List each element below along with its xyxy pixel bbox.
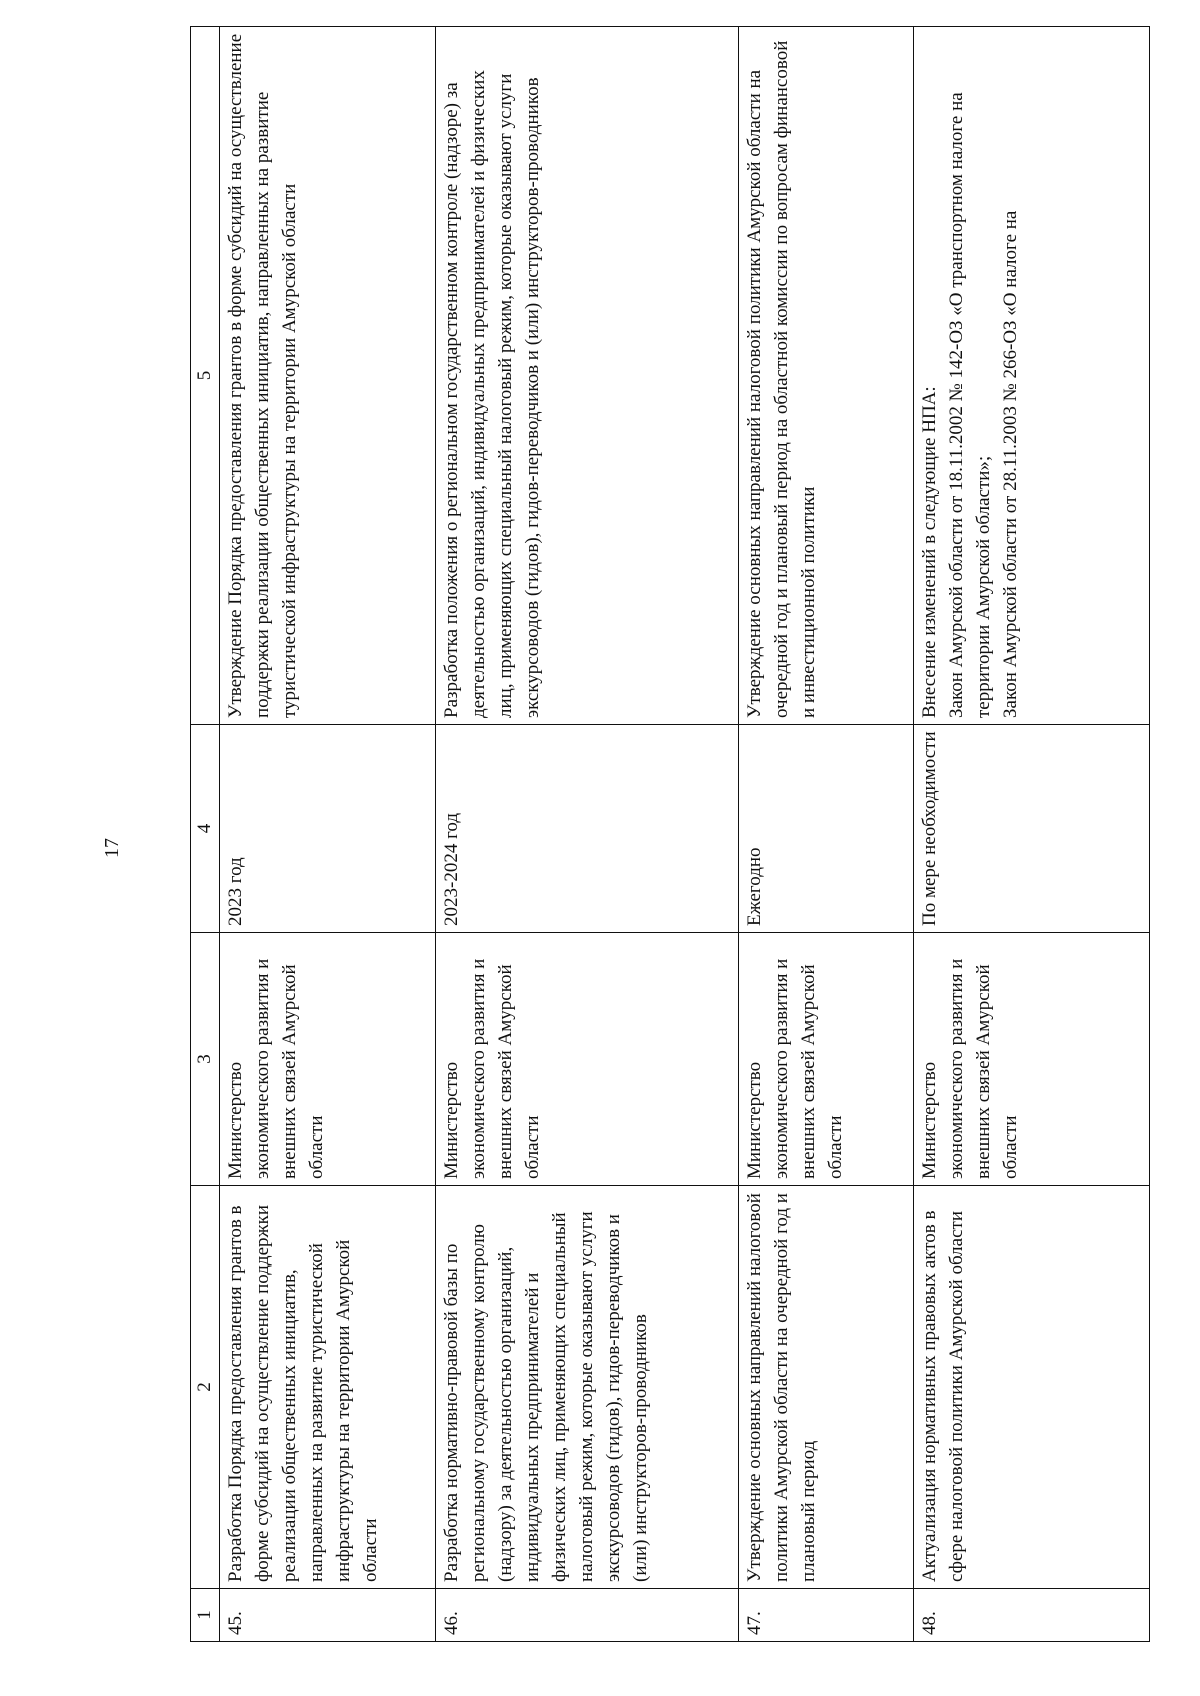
header-col-1: 1 (191, 1589, 220, 1642)
row-number: 45. (219, 1589, 435, 1642)
row-number: 46. (435, 1589, 739, 1642)
row-number: 47. (739, 1589, 914, 1642)
measure-cell: Утверждение основных направлений налоговой политики Амурской области на очередной год и плановый период (739, 1186, 914, 1589)
result-cell: Утверждение Порядка предоставления грантов в форме субсидий на осуществление поддержки реализации общественных инициатив, направленных на развитие туристической инфраструктуры на территории Амурской области (219, 27, 435, 725)
rotated-table-wrapper (190, 33, 1150, 1642)
page-number: 17 (101, 838, 123, 858)
executor-cell: Министерство экономического развития и внешних связей Амурской области (435, 933, 739, 1186)
result-cell: Утверждение основных направлений налоговой политики Амурской области на очередной год и плановый период на областной комиссии по вопросам финансовой и инвестиционной политики (739, 27, 914, 725)
header-col-2: 2 (191, 1186, 220, 1589)
table-row (219, 27, 435, 1642)
measure-cell: Разработка нормативно-правовой базы по региональному государственному контролю (надзору) за деятельностью организаций, индивидуальных предпринимателей и физических лиц, применяющих специальный налоговый режим, которые оказывают услуги экскурсоводов (гидов), гидов-переводчиков и (или) инструкторов-проводников (435, 1186, 739, 1589)
term-cell: По мере необходимости (914, 725, 1150, 933)
measures-table (190, 26, 1150, 1642)
result-cell: Разработка положения о региональном государственном контроле (надзоре) за деятельностью организаций, индивидуальных предпринимателей и физических лиц, применяющих специальный налоговый режим, которые оказывают услуги экскурсоводов (гидов), гидов-переводчиков и (или) инструкторов-проводников (435, 27, 739, 725)
row-number: 48. (914, 1589, 1150, 1642)
measure-cell: Разработка Порядка предоставления грантов в форме субсидий на осуществление поддержки реализации общественных инициатив, направленных на развитие туристической инфраструктуры на территории Амурской области (219, 1186, 435, 1589)
term-cell: 2023-2024 год (435, 725, 739, 933)
table-row (739, 27, 914, 1642)
term-cell: 2023 год (219, 725, 435, 933)
table-header-row (191, 27, 220, 1642)
term-cell: Ежегодно (739, 725, 914, 933)
measure-cell: Актуализация нормативных правовых актов в сфере налоговой политики Амурской области (914, 1186, 1150, 1589)
header-col-3: 3 (191, 933, 220, 1186)
header-col-4: 4 (191, 725, 220, 933)
result-cell: Внесение изменений в следующие НПА: Закон Амурской области от 18.11.2002 № 142-ОЗ «О транспортном налоге на территории Амурской области»; Закон Амурской области от 28.11.2003 № 266-ОЗ «О налоге на (914, 27, 1150, 725)
executor-cell: Министерство экономического развития и внешних связей Амурской области (914, 933, 1150, 1186)
table-row (914, 27, 1150, 1642)
table-row (435, 27, 739, 1642)
executor-cell: Министерство экономического развития и внешних связей Амурской области (739, 933, 914, 1186)
executor-cell: Министерство экономического развития и внешних связей Амурской области (219, 933, 435, 1186)
header-col-5: 5 (191, 27, 220, 725)
